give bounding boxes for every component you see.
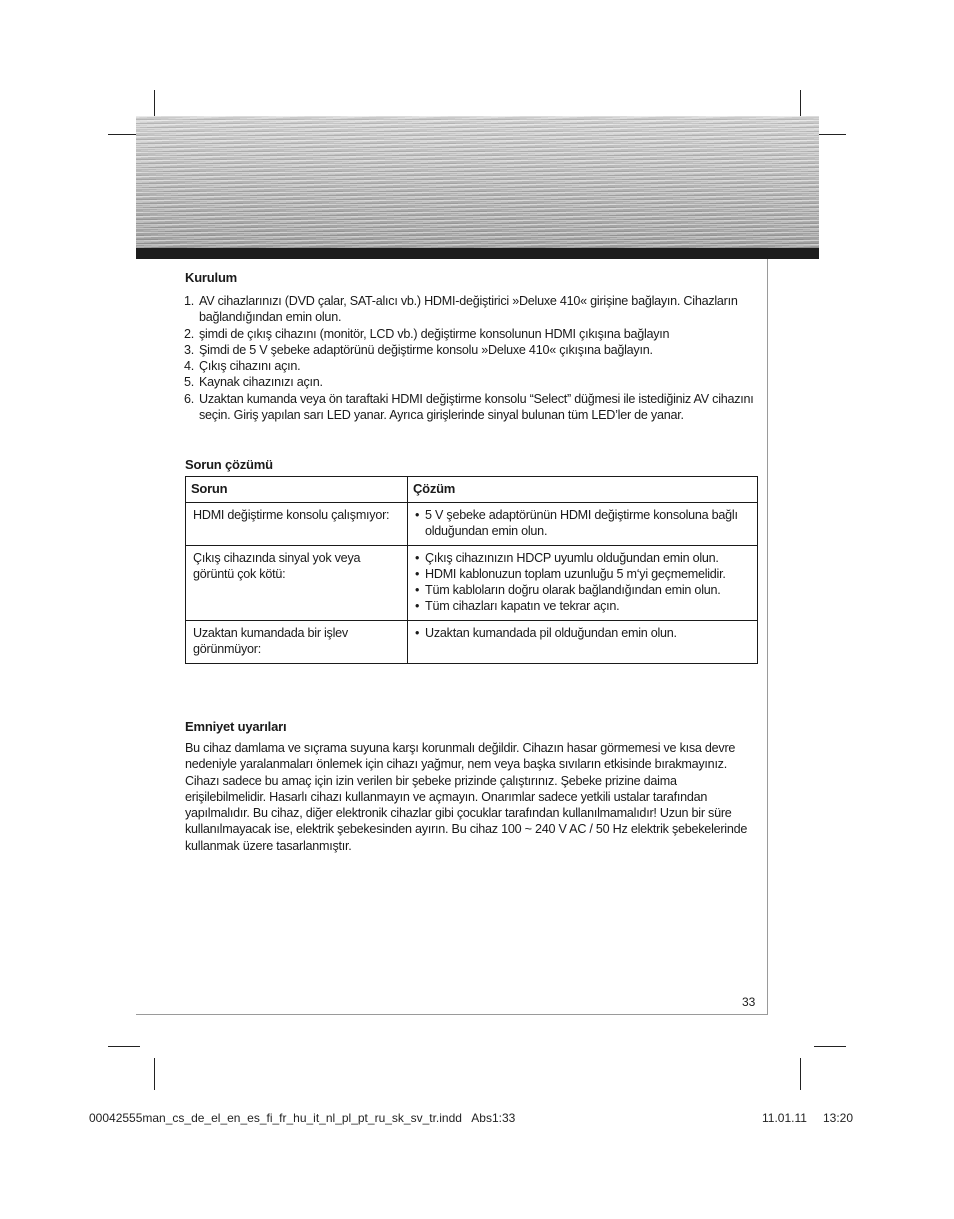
solution-item xyxy=(415,598,750,614)
solution-text: Tüm cihazları kapatın ve tekrar açın. xyxy=(425,599,620,613)
crop-mark-bottom-right-horizontal xyxy=(814,1046,846,1047)
crop-mark-bottom-right-vertical xyxy=(800,1058,801,1090)
column-header-solution: Çözüm xyxy=(408,477,758,503)
bullet-icon: • xyxy=(415,599,420,613)
bullet-icon: • xyxy=(415,567,420,581)
solution-cell xyxy=(408,503,758,546)
footer-time: 13:20 xyxy=(823,1111,854,1125)
step-number: 6. xyxy=(184,391,195,406)
installation-heading: Kurulum xyxy=(185,270,238,285)
problem-cell: Çıkış cihazında sinyal yok veya görüntü çok kötü: xyxy=(186,546,408,621)
step-number: 2. xyxy=(184,326,195,341)
installation-step xyxy=(184,391,764,424)
table-row xyxy=(186,546,758,621)
right-margin-rule xyxy=(767,259,768,1014)
step-number: 1. xyxy=(184,294,195,308)
solution-item xyxy=(415,582,750,598)
solution-cell xyxy=(408,621,758,664)
installation-step xyxy=(184,326,764,342)
solution-text: Çıkış cihazınızın HDCP uyumlu olduğundan emin olun. xyxy=(425,551,719,565)
troubleshooting-heading: Sorun çözümü xyxy=(185,457,273,472)
installation-step xyxy=(184,374,764,390)
table-header-row xyxy=(186,477,758,503)
table-row xyxy=(186,621,758,664)
troubleshooting-table xyxy=(185,476,758,664)
installation-step xyxy=(184,293,764,326)
solution-item xyxy=(415,507,750,539)
footer-date: 11.01.11 xyxy=(762,1111,807,1125)
bullet-icon: • xyxy=(415,583,420,597)
solution-item xyxy=(415,550,750,566)
crop-mark-bottom-left-vertical xyxy=(154,1058,155,1090)
solution-item xyxy=(415,566,750,582)
footer-file-info: 00042555man_cs_de_el_en_es_fi_fr_hu_it_nl_pl_pt_ru_sk_sv_tr.indd Abs1:33 xyxy=(89,1111,516,1125)
step-text: AV cihazlarınızı (DVD çalar, SAT-alıcı vb.) HDMI-değiştirici »Deluxe 410« girişine bağlayın. Cihazların bağlandığından emin olun. xyxy=(199,294,738,325)
step-number: 3. xyxy=(184,342,195,357)
crop-mark-bottom-left-horizontal xyxy=(108,1046,140,1047)
bullet-icon: • xyxy=(415,508,420,522)
bottom-margin-rule xyxy=(136,1014,768,1015)
page-number: 33 xyxy=(742,995,756,1009)
problem-cell: Uzaktan kumandada bir işlev görünmüyor: xyxy=(186,621,408,664)
solution-text: 5 V şebeke adaptörünün HDMI değiştirme konsoluna bağlı olduğundan emin olun. xyxy=(425,508,738,538)
problem-cell: HDMI değiştirme konsolu çalışmıyor: xyxy=(186,503,408,546)
header-black-rule xyxy=(136,248,819,259)
solution-cell xyxy=(408,546,758,621)
step-number: 4. xyxy=(184,359,195,374)
bullet-icon: • xyxy=(415,626,420,640)
step-number: 5. xyxy=(184,375,195,390)
installation-step xyxy=(184,342,764,358)
step-text: Şimdi de 5 V şebeke adaptörünü değiştirme konsolu »Deluxe 410« çıkışına bağlayın. xyxy=(199,342,653,357)
step-text: Kaynak cihazınızı açın. xyxy=(199,375,323,390)
bullet-icon: • xyxy=(415,551,420,565)
table-row xyxy=(186,503,758,546)
header-brushed-band xyxy=(136,116,819,258)
step-text: Çıkış cihazını açın. xyxy=(199,359,301,374)
solution-item xyxy=(415,625,750,641)
installation-step xyxy=(184,358,764,374)
column-header-problem: Sorun xyxy=(186,477,408,503)
step-text: şimdi de çıkış cihazını (monitör, LCD vb.) değiştirme konsolunun HDMI çıkışına bağlayın xyxy=(199,326,670,341)
solution-text: Uzaktan kumandada pil olduğundan emin olun. xyxy=(425,626,677,640)
safety-body: Bu cihaz damlama ve sıçrama suyuna karşı korunmalı değildir. Cihazın hasar görmemesi ve kısa devre nedeniyle yaralanmaları önlemek için cihazı yağmur, nem veya başka sıvıların etkisinde bırakmayınız. Cihazı sadece bu amaç için izin verilen bir şebeke prizinde çalıştırınız. Şebeke prizine daima erişilebilmelidir. Hasarlı cihazı kullanmayın ve açmayın. Onarımlar sadece yetkili ustalar tarafından yapılmalıdır. Bu cihaz, diğer elektronik cihazlar gibi çocuklar tarafından kullanılmamalıdır! Uzun bir süre kullanılmayacak ise, elektrik şebekesinden ayırın. Bu cihaz 100 ~ 240 V AC / 50 Hz elektrik şebekelerinde kullanmak üzere tasarlanmıştır. xyxy=(185,741,748,853)
installation-steps xyxy=(184,293,764,423)
safety-heading: Emniyet uyarıları xyxy=(185,719,287,734)
solution-text: Tüm kabloların doğru olarak bağlandığından emin olun. xyxy=(425,583,721,597)
step-text: Uzaktan kumanda veya ön taraftaki HDMI değiştirme konsolu “Select” düğmesi ile istediğiniz AV cihazını seçin. Giriş yapılan sarı LED yanar. Ayrıca girişlerinde sinyal bulunan tüm LED’ler de yanar. xyxy=(199,391,754,423)
solution-text: HDMI kablonuzun toplam uzunluğu 5 m‘yi geçmemelidir. xyxy=(425,567,726,581)
